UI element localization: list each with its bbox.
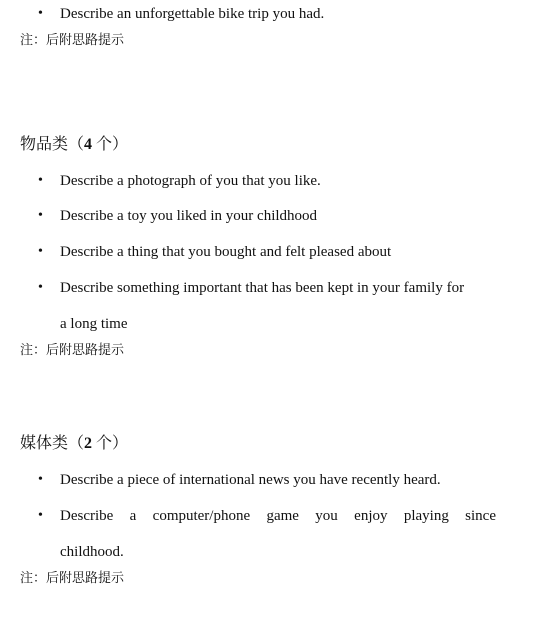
note-text: 注：后附思路提示 <box>20 342 125 357</box>
heading-suffix: 个） <box>92 136 129 153</box>
note-text: 注：后附思路提示 <box>20 32 125 47</box>
bullet-marker: • <box>38 208 43 223</box>
note-text: 注：后附思路提示 <box>20 570 125 585</box>
section-heading-items <box>20 135 128 155</box>
list-item-continuation: a long time <box>60 316 128 332</box>
heading-prefix: 物品类（ <box>20 136 85 153</box>
heading-count: 2 <box>84 435 93 452</box>
list-item-text: Describe a toy you liked in your childhood <box>60 208 318 224</box>
heading-prefix: 媒体类（ <box>20 435 85 452</box>
bullet-marker: • <box>38 6 43 21</box>
bullet-marker: • <box>38 173 43 188</box>
list-item-text: Describe an unforgettable bike trip you had. <box>60 6 325 22</box>
list-item-text: Describe a piece of international news you have recently heard. <box>60 472 441 488</box>
heading-count: 4 <box>84 136 93 153</box>
bullet-marker: • <box>38 280 43 295</box>
list-item-text: Describe something important that has been kept in your family for <box>60 280 465 296</box>
list-item-text: Describe a computer/phone game you enjoy playing since <box>60 508 496 524</box>
list-item-text: Describe a photograph of you that you like. <box>60 173 321 189</box>
section-heading-media <box>20 434 128 454</box>
bullet-marker: • <box>38 508 43 523</box>
bullet-marker: • <box>38 472 43 487</box>
list-item-continuation: childhood. <box>60 544 124 560</box>
list-item-text: Describe a thing that you bought and felt pleased about <box>60 244 392 260</box>
heading-suffix: 个） <box>92 435 129 452</box>
bullet-marker: • <box>38 244 43 259</box>
